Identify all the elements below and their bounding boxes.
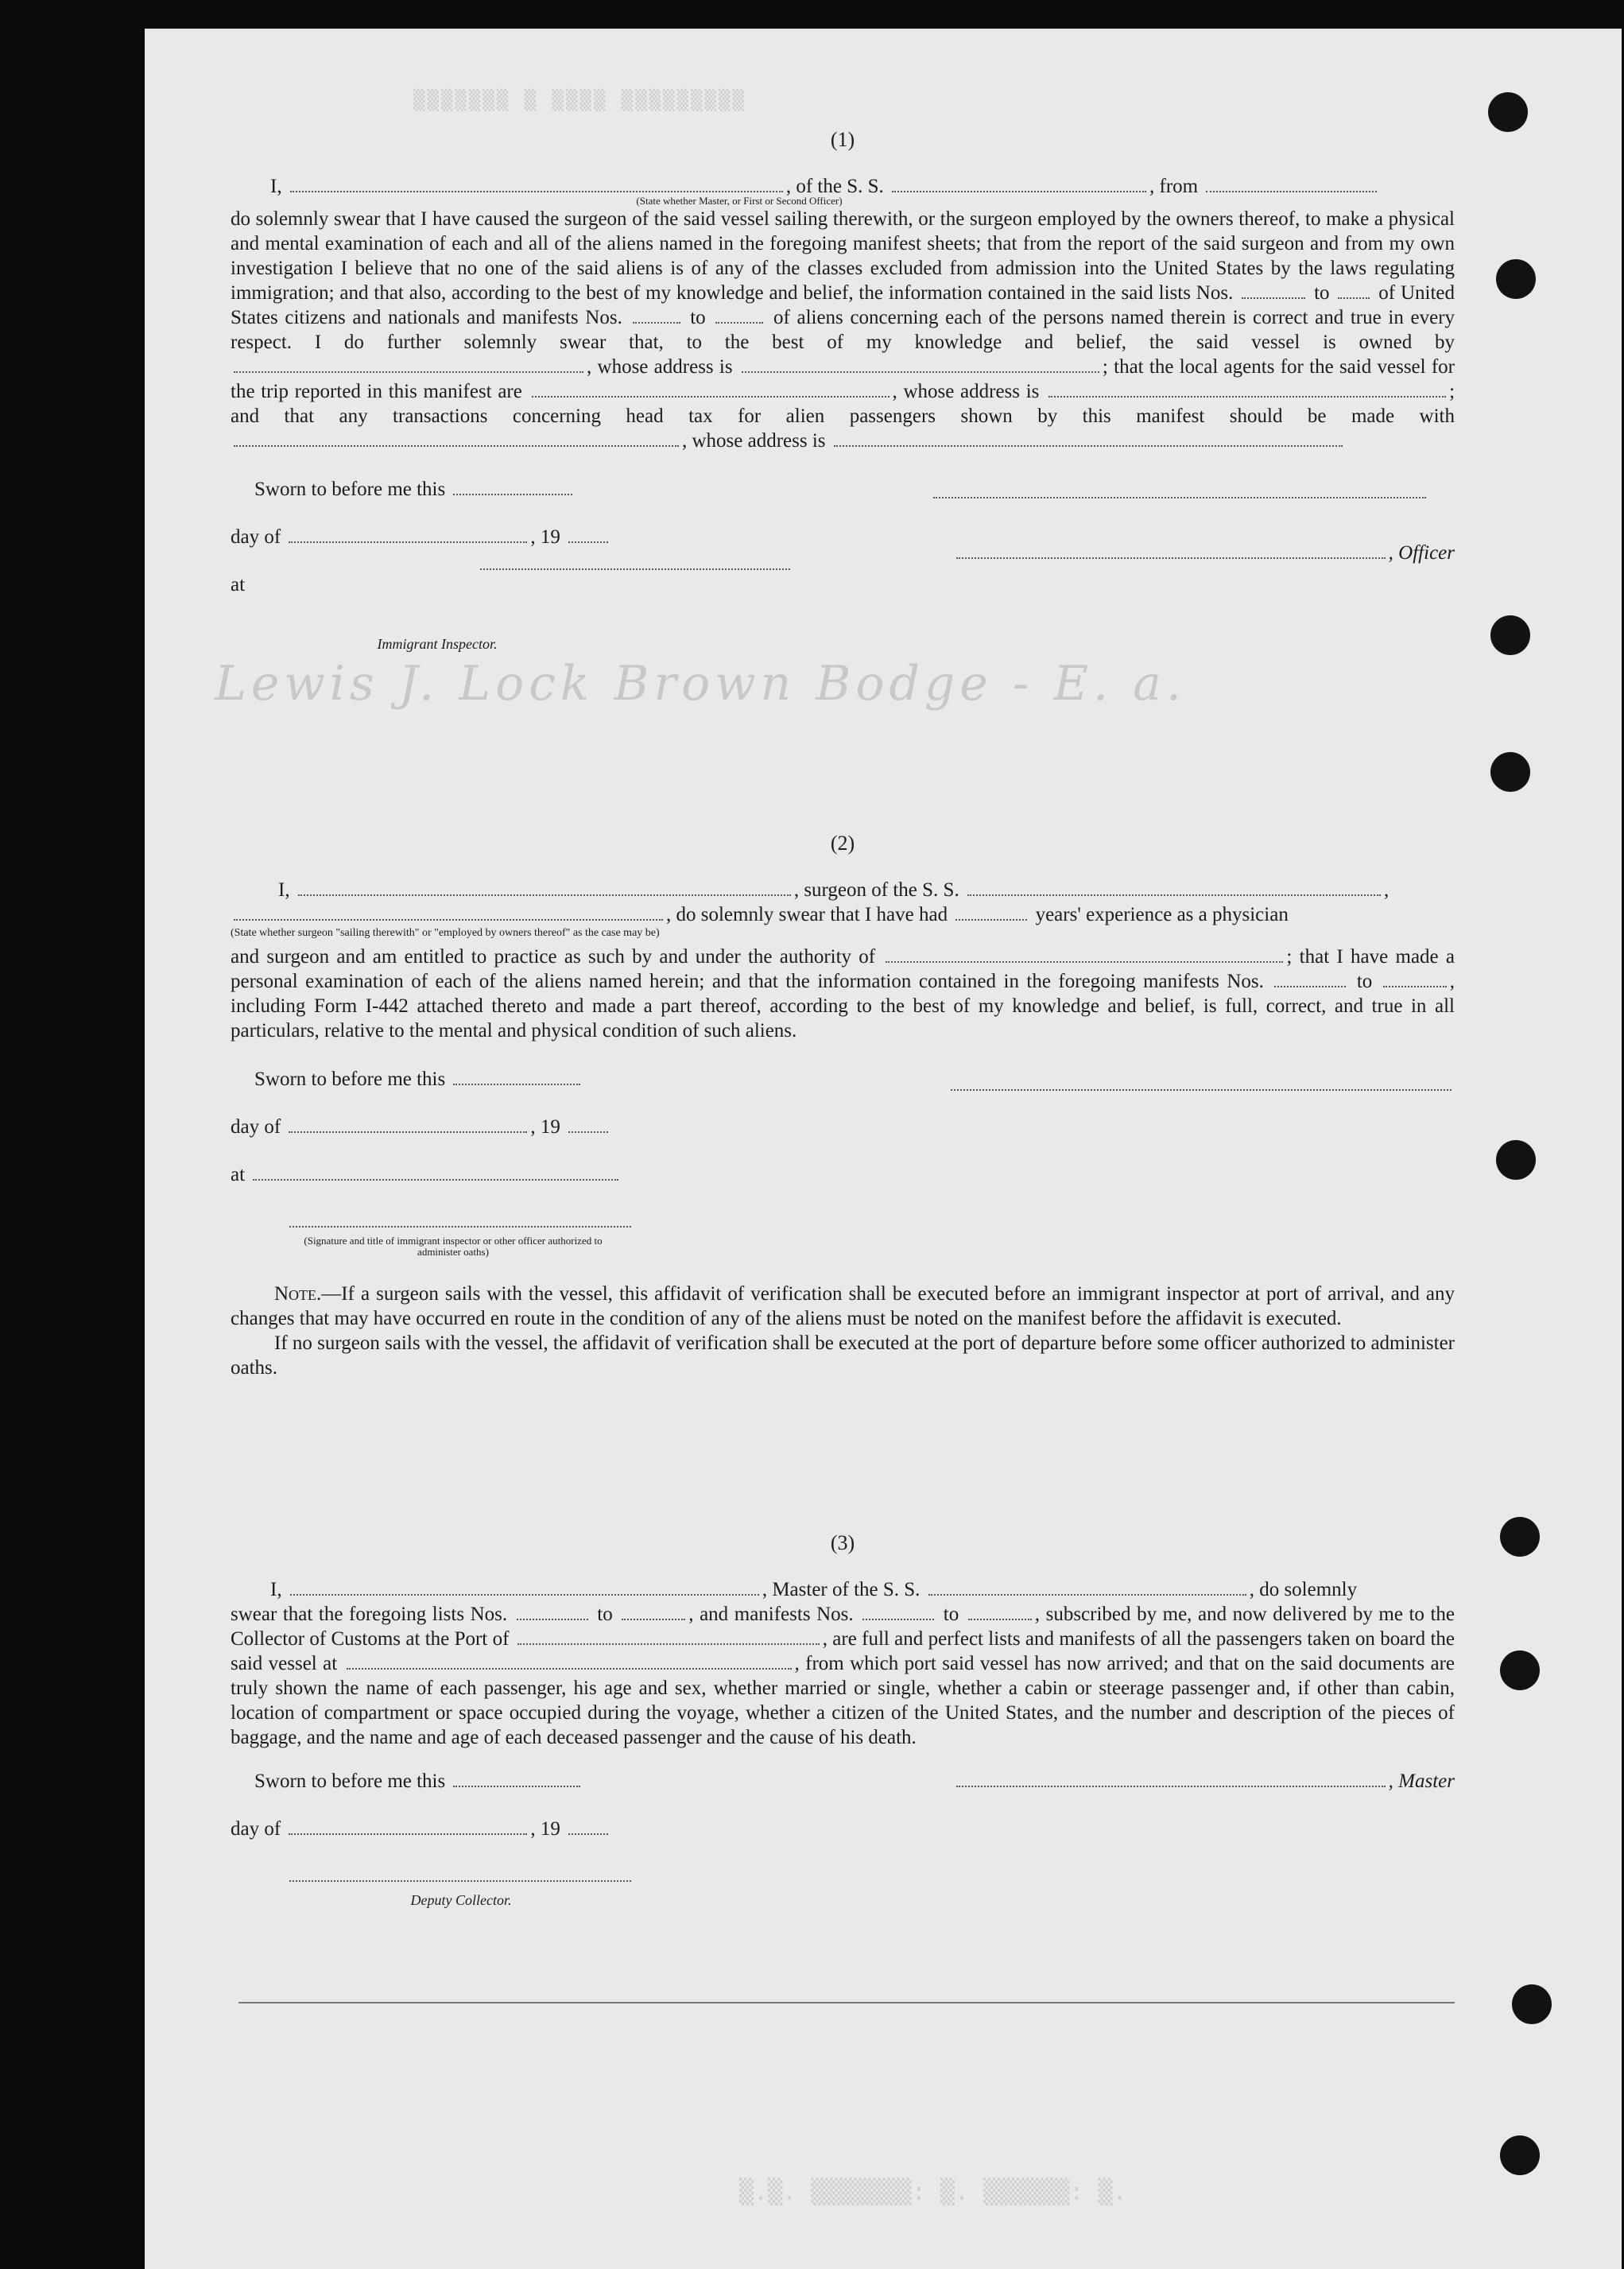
year-field[interactable] <box>568 526 608 543</box>
head-tax-party-field[interactable] <box>234 429 679 447</box>
vessel-name-field[interactable] <box>892 175 1146 192</box>
bottom-rule <box>238 2002 1455 2003</box>
sworn-line: Sworn to before me this <box>254 1769 583 1794</box>
section-number: (3) <box>830 1531 855 1554</box>
master-signature-field[interactable] <box>956 1770 1386 1787</box>
year-field[interactable] <box>568 1115 608 1133</box>
inspector-signature-line[interactable] <box>480 553 790 570</box>
manifests-from-field[interactable] <box>633 306 680 324</box>
inspector-caption: Immigrant Inspector. <box>377 636 498 652</box>
faded-footer-stamp: ▒.▒. ▒▒▒▒▒▒▒: ▒. ▒▒▒▒▒▒: ▒. <box>739 2178 1127 2206</box>
day-of-line: day of , 19 <box>231 1115 611 1139</box>
year-field[interactable] <box>568 1817 608 1835</box>
local-agents-field[interactable] <box>532 380 890 398</box>
sworn-line: Sworn to before me this <box>254 477 576 502</box>
punch-hole <box>1512 1984 1552 2024</box>
port-field[interactable] <box>517 1627 820 1645</box>
manifests-from-field[interactable] <box>862 1603 934 1620</box>
lists-from-field[interactable] <box>1242 281 1305 299</box>
authority-field[interactable] <box>886 945 1283 963</box>
at-line: at <box>231 1162 622 1187</box>
agents-address-field[interactable] <box>1048 380 1446 398</box>
oath-body: do solemnly swear that I have caused the surgeon of the said vessel sailing therewith, or the surgeon employed by the owners thereof, to make a physical and mental examination of each and all of the aliens named in the foregoing manifest sheets; that from the report of the said surgeon and from my own investigation I believe that no one of the said aliens is of any of the classes excluded from admission into the United States by the laws regulating immigration; and that also, according to the best of my knowledge and belief, the information contained in the said lists Nos. to of United States citizens and nationals and manifests Nos. to of aliens concerning each of the persons named therein is correct and true in every respect. I do further solemnly swear that, to the best of my knowledge and belief, the said vessel is owned by , whose address is ; that the local agents for the said vessel for the trip reported in this manifest are , whose address is ; and that any transactions concerning head tax for alien passengers shown by this manifest should be made with , whose address is <box>231 208 1455 452</box>
lists-to-field[interactable] <box>1338 281 1370 299</box>
administrator-signature-line[interactable] <box>289 1210 631 1228</box>
day-of-field[interactable] <box>289 1115 527 1133</box>
head-tax-address-field[interactable] <box>834 429 1343 447</box>
oath-line: I, , of the S. S. , from <box>231 174 1455 199</box>
field-instruction: (State whether Master, or First or Second Officer) <box>636 195 843 207</box>
section-number: (2) <box>830 832 855 855</box>
oath-line: I, , surgeon of the S. S. , <box>278 879 1390 901</box>
owner-address-field[interactable] <box>742 355 1099 373</box>
lists-from-field[interactable] <box>517 1603 588 1620</box>
departure-port-field[interactable] <box>1206 175 1377 192</box>
faded-header-stamp: ▒▒▒▒▒▒▒ ▒ ▒▒▒▒ ▒▒▒▒▒▒▒▒▒ <box>413 89 746 111</box>
punch-hole <box>1496 259 1536 299</box>
punch-hole <box>1488 92 1528 132</box>
punch-hole <box>1500 2135 1540 2175</box>
oath-body: and surgeon and am entitled to practice as such by and under the authority of ; that I have made a personal examination of each of the aliens named herein; and that the information contained in the foregoing manifests Nos. to , including Form I-442 attached thereto and made a part thereof, according to the best of my knowledge and belief, is full, correct, and true in all particulars, relative to the mental and physical condition of such aliens. <box>231 946 1455 1041</box>
officer-rank-field[interactable] <box>290 175 783 192</box>
faded-handwritten-signature: Lewis J. Lock Brown Bodge - E. a. <box>215 656 1187 712</box>
section-3-master-declaration <box>231 1530 1455 1912</box>
manifests-to-field[interactable] <box>1383 970 1447 987</box>
deputy-caption: Deputy Collector. <box>410 1892 512 1908</box>
oath-line-2: , do solemnly swear that I have had years' experience as a physician <box>231 902 1455 927</box>
punch-hole <box>1490 615 1530 655</box>
officer-signature-field[interactable] <box>956 541 1386 559</box>
field-instruction: (State whether surgeon "sailing therewith" or "employed by owners thereof" as the case may be) <box>231 927 660 939</box>
sworn-date-field[interactable] <box>453 1068 580 1085</box>
signature-caption: (Signature and title of immigrant inspector or other officer authorized to administer oaths) <box>304 1235 603 1258</box>
day-of-line: day of , 19 <box>231 525 611 549</box>
note: Note.—If a surgeon sails with the vessel, this affidavit of verification shall be executed before an immigrant inspector at port of arrival, and any changes that may have occurred en route in the condition of any of the aliens must be noted on the manifest before the affidavit is executed. If no surgeon sails with the vessel, the affidavit of verification shall be executed at the port of departure before some officer authorized to administer oaths. <box>231 1283 1455 1379</box>
sworn-date-field[interactable] <box>453 478 572 495</box>
officer-signature-line-upper[interactable] <box>933 481 1426 498</box>
embarkation-port-field[interactable] <box>347 1652 792 1670</box>
sworn-date-field[interactable] <box>453 1770 580 1787</box>
master-signature: , Master <box>953 1769 1455 1794</box>
master-name-field[interactable] <box>290 1578 759 1596</box>
oath-body: swear that the foregoing lists Nos. to , and manifests Nos. to , subscribed by me, and now delivered by me to the Collector of Customs at the Port of , are full and perfect lists and manifests of all the passengers taken on board the said vessel at , from which port said vessel has now arrived; and that on the said documents are truly shown the name of each passenger, his age and sex, whether married or single, whether a cabin or steerage passenger and, if other than cabin, location of compartment or space occupied during the voyage, whether a citizen of the United States, and the number and description of the pieces of baggage, and the name and age of each deceased passenger and the cause of his death. <box>231 1604 1455 1748</box>
vessel-name-field[interactable] <box>967 879 1381 896</box>
section-1-master-affidavit <box>231 127 1455 660</box>
note-label: Note. <box>274 1283 322 1305</box>
section-2-surgeon-affidavit <box>231 831 1455 1380</box>
manifests-to-field[interactable] <box>715 306 763 324</box>
surgeon-type-field[interactable] <box>234 903 663 921</box>
at-line: at <box>231 574 246 595</box>
oath-line: I, , Master of the S. S. , do solemnly <box>270 1579 1358 1600</box>
manifests-to-field[interactable] <box>968 1603 1032 1620</box>
day-of-line: day of , 19 <box>231 1817 611 1841</box>
officer-signature: , Officer <box>953 541 1455 565</box>
surgeon-signature-line[interactable] <box>951 1073 1452 1091</box>
lists-to-field[interactable] <box>622 1603 685 1620</box>
punch-hole <box>1500 1650 1540 1690</box>
section-number: (1) <box>830 128 855 151</box>
day-of-field[interactable] <box>289 526 527 543</box>
punch-hole <box>1490 752 1530 792</box>
day-of-field[interactable] <box>289 1817 527 1835</box>
punch-hole <box>1496 1140 1536 1180</box>
at-place-field[interactable] <box>253 1163 618 1181</box>
vessel-name-field[interactable] <box>928 1578 1246 1596</box>
sworn-line: Sworn to before me this <box>254 1067 583 1092</box>
surgeon-name-field[interactable] <box>298 879 791 896</box>
manifests-from-field[interactable] <box>1274 970 1346 987</box>
vessel-owner-field[interactable] <box>234 355 583 373</box>
punch-hole <box>1500 1517 1540 1557</box>
deputy-signature-line[interactable] <box>289 1864 631 1882</box>
years-experience-field[interactable] <box>955 903 1027 921</box>
